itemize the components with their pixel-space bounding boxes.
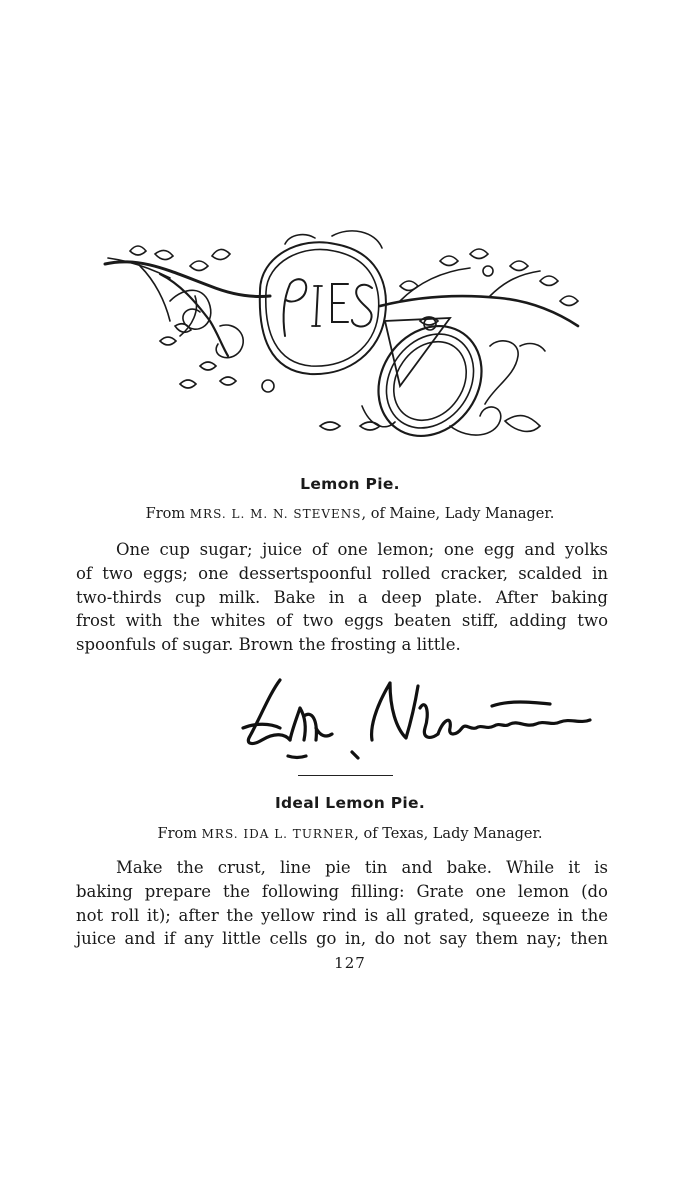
recipe-byline [0,826,700,842]
text-line: juice and if any little cells go in, do not say them nay; then [76,929,608,949]
text-line: of two eggs; one dessertspoonful rolled cracker, scalded in [76,563,608,583]
section-divider [298,775,393,776]
text-line: baking prepare the following filling: Grate one lemon (do [76,881,608,901]
recipe-body [76,538,608,657]
text-line: two-thirds cup milk. Bake in a deep plate. After baking [76,587,608,607]
byline-suffix: , of Maine, Lady Manager. [361,506,555,522]
byline-author: MRS. IDA L. TURNER [201,827,355,841]
byline-prefix: From [145,506,186,522]
byline-author: MRS. L. M. N. STEVENS [189,507,362,521]
recipe-body [76,856,608,951]
text-line: spoonfuls of sugar. Brown the frosting a little. [76,635,461,655]
text-line: not roll it); after the yellow rind is all grated, squeeze in the [76,905,608,925]
page-number: 127 [334,954,366,972]
text-line: Make the crust, line pie tin and bake. While it is [116,858,608,877]
signature [240,668,610,768]
text-line: One cup sugar; juice of one lemon; one egg and yolks [116,540,608,559]
byline-suffix: , of Texas, Lady Manager. [354,826,543,842]
recipe-byline [0,506,700,522]
recipe-title: Ideal Lemon Pie. [274,794,426,812]
pies-banner-illustration [100,226,585,456]
byline-prefix: From [157,826,198,842]
text-line: frost with the whites of two eggs beaten stiff, adding two [76,611,608,631]
recipe-title: Lemon Pie. [300,475,400,493]
